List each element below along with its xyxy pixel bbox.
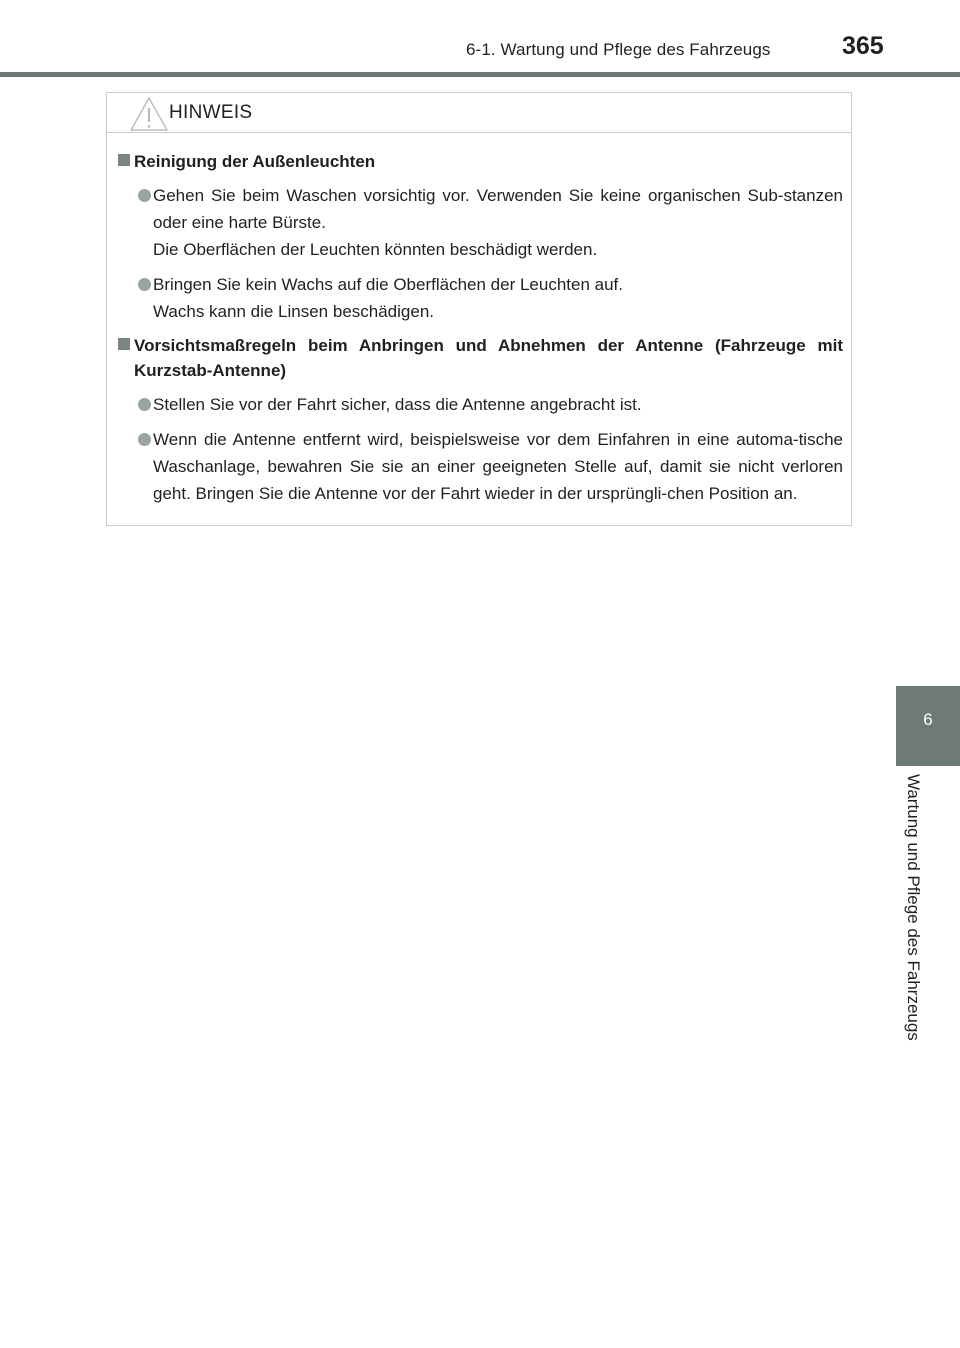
- list-item-text: Die Oberflächen der Leuchten könnten beschädigt werden.: [153, 240, 598, 259]
- section-heading-text: Reinigung der Außenleuchten: [134, 152, 376, 171]
- notice-content: [115, 149, 843, 515]
- header-divider: [0, 72, 960, 77]
- section-heading: [115, 333, 843, 383]
- square-bullet-icon: [118, 338, 130, 350]
- chapter-tab[interactable]: [896, 686, 960, 766]
- circle-bullet-icon: [138, 398, 151, 411]
- circle-bullet-icon: [138, 189, 151, 202]
- notice-title: HINWEIS: [169, 102, 253, 123]
- section-heading-text: Vorsichtsmaßregeln beim Anbringen und Abnehmen der Antenne (Fahrzeuge mit Kurzstab-Antenne): [134, 336, 843, 380]
- chapter-title-vertical: [903, 774, 925, 1064]
- chapter-number: 6: [923, 710, 933, 729]
- circle-bullet-icon: [138, 278, 151, 291]
- list-item-text: Stellen Sie vor der Fahrt sicher, dass die Antenne angebracht ist.: [153, 395, 642, 414]
- chapter-title: Wartung und Pflege des Fahrzeugs: [904, 774, 923, 1041]
- list-item: [115, 391, 843, 418]
- list-item-text: Wachs kann die Linsen beschädigen.: [153, 302, 434, 321]
- list-item-text: Gehen Sie beim Waschen vorsichtig vor. Verwenden Sie keine organischen Sub-stanzen oder eine harte Bürste.: [153, 186, 843, 232]
- circle-bullet-icon: [138, 433, 151, 446]
- list-item: [115, 426, 843, 507]
- warning-triangle-icon: [129, 96, 169, 132]
- page-number: 365: [842, 32, 884, 60]
- list-item: [115, 271, 843, 325]
- section-heading: [115, 149, 843, 174]
- square-bullet-icon: [118, 154, 130, 166]
- list-item-text: Wenn die Antenne entfernt wird, beispielsweise vor dem Einfahren in eine automa-tische Waschanlage, bewahren Sie sie an einer geeigneten Stelle auf, damit sie nicht verloren geht. Bringen Sie die Antenne vor der Fahrt wieder in der ursprüngli-chen Position an.: [153, 430, 843, 503]
- notice-header: [107, 93, 851, 133]
- notice-box: [106, 92, 852, 526]
- page-header: [0, 0, 960, 80]
- list-item: [115, 182, 843, 263]
- section-title: 6-1. Wartung und Pflege des Fahrzeugs: [466, 40, 771, 59]
- list-item-text: Bringen Sie kein Wachs auf die Oberflächen der Leuchten auf.: [153, 275, 623, 294]
